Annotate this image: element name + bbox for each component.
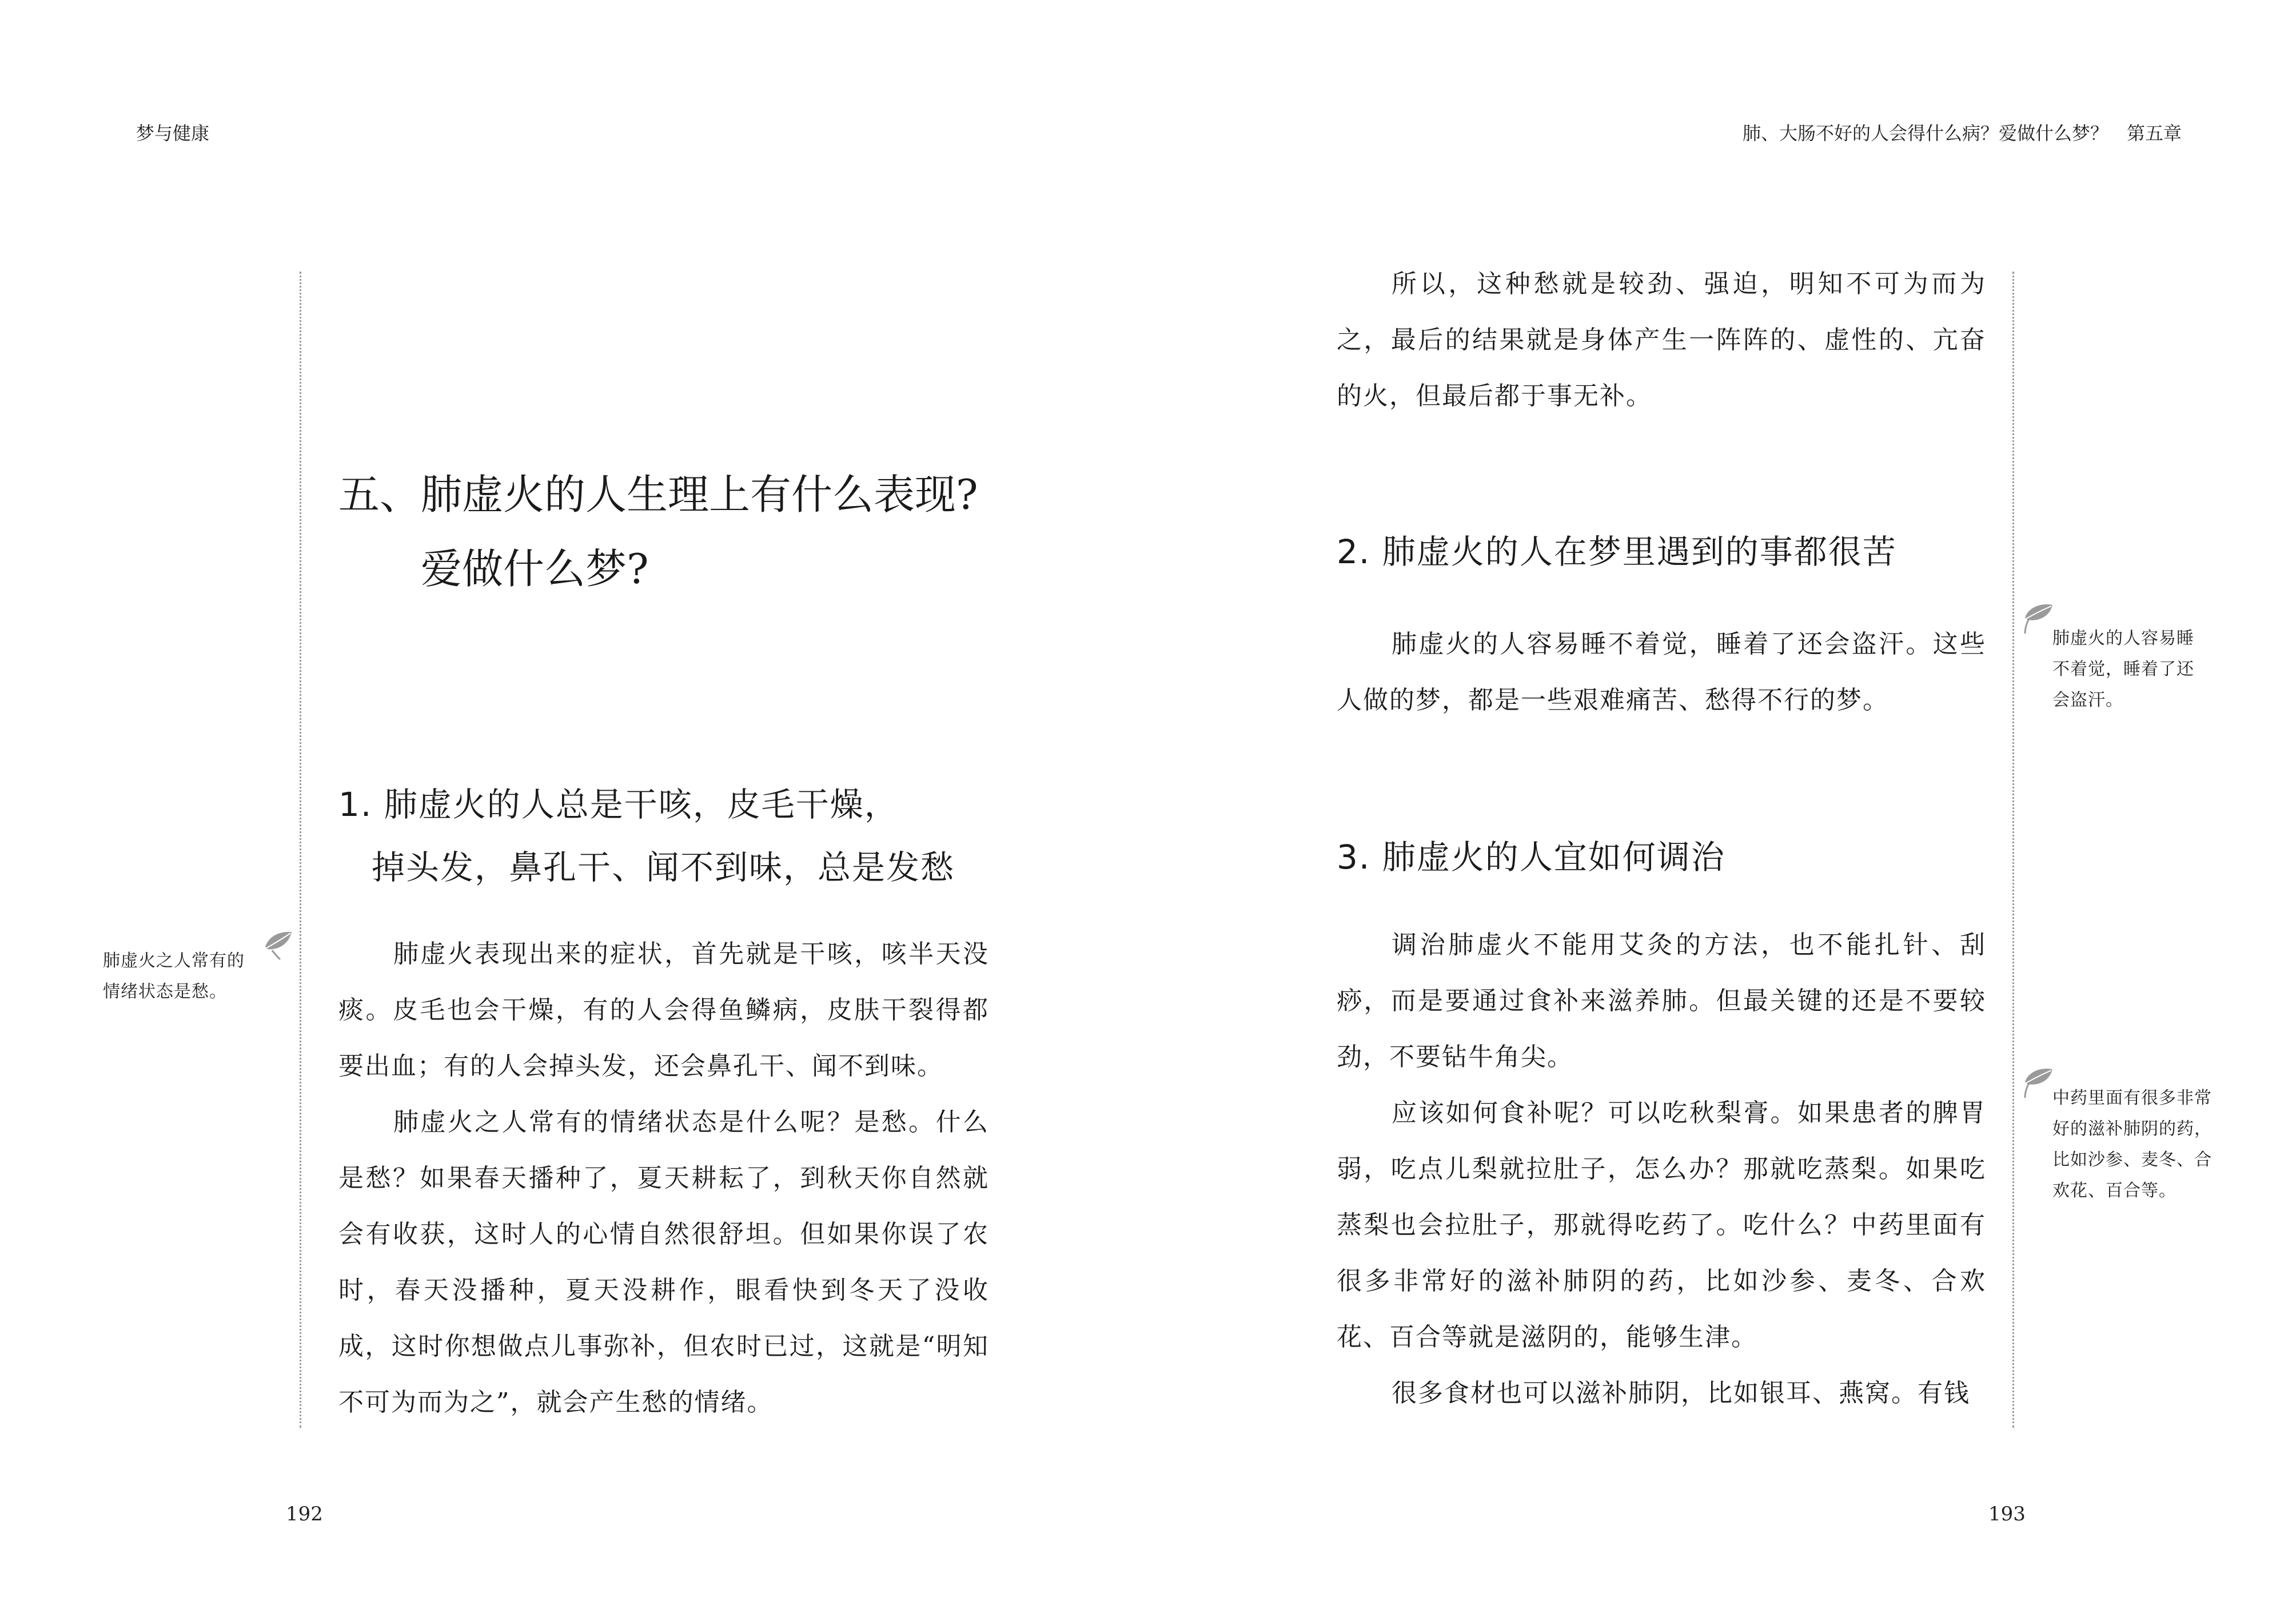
margin-note-left <box>103 946 245 1007</box>
section2-heading: 2. 肺虚火的人在梦里遇到的事都很苦 <box>1337 532 1897 571</box>
section3-block <box>1337 826 1986 889</box>
section1-heading-line2: 掉头发，鼻孔干、闻不到味，总是发愁 <box>372 848 955 887</box>
leaf-icon <box>2022 600 2056 635</box>
section1-heading-line1: 1. 肺虚火的人总是干咳，皮毛干燥， <box>338 785 899 824</box>
margin-note-right-2 <box>2052 1083 2212 1206</box>
chapter-title-line1: 五、肺虚火的人生理上有什么表现? <box>338 471 978 519</box>
right-page <box>1148 0 2296 1621</box>
section2-body <box>1337 616 1986 728</box>
section3-body <box>1337 917 1986 1421</box>
running-head-right: 肺、大肠不好的人会得什么病？爱做什么梦？ 第五章 <box>1742 122 2182 144</box>
margin-note-line: 会盗汗。 <box>2052 690 2123 710</box>
margin-note-line: 不着觉，睡着了还 <box>2052 659 2194 679</box>
paragraph: 应该如何食补呢？可以吃秋梨膏。如果患者的脾胃弱，吃点儿梨就拉肚子，怎么办？那就吃蒸梨。如果吃蒸梨也会拉肚子，那就得吃药了。吃什么？中药里面有很多非常好的滋补肺阴的药，比如沙参、麦冬、合欢花、百合等就是滋阴的，能够生津。 <box>1337 1098 1986 1352</box>
running-head-left: 梦与健康 <box>136 122 210 144</box>
paragraph: 所以，这种愁就是较劲、强迫，明知不可为而为之，最后的结果就是身体产生一阵阵的、虚性的、亢奋的火，但最后都于事无补。 <box>1337 269 1986 411</box>
section1-heading-block <box>338 773 990 899</box>
page-number-left: 192 <box>286 1503 323 1526</box>
paragraph: 调治肺虚火不能用艾灸的方法，也不能扎针、刮痧，而是要通过食补来滋养肺。但最关键的还是不要较劲，不要钻牛角尖。 <box>1337 930 1986 1072</box>
leaf-icon <box>261 927 295 962</box>
intro-block <box>1337 256 1986 424</box>
margin-note-right-1 <box>2052 623 2194 716</box>
paragraph: 肺虚火之人常有的情绪状态是什么呢？是愁。什么是愁？如果春天播种了，夏天耕耘了，到秋天你自然就会有收获，这时人的心情自然很舒坦。但如果你误了农时，春天没播种，夏天没耕作，眼看快到冬天了没收成，这时你想做点儿事弥补，但农时已过，这就是“明知不可为而为之”，就会产生愁的情绪。 <box>338 1108 989 1417</box>
margin-rule-right <box>2012 272 2014 1428</box>
margin-rule-left <box>300 272 301 1428</box>
section1-body <box>338 926 989 1431</box>
page-number-right: 193 <box>1988 1503 2026 1526</box>
section1-heading <box>338 773 990 899</box>
margin-note-line: 情绪状态是愁。 <box>103 982 227 1002</box>
section3-heading: 3. 肺虚火的人宜如何调治 <box>1337 838 1725 877</box>
margin-note-line: 好的滋补肺阴的药， <box>2052 1119 2212 1139</box>
chapter-title <box>338 457 990 606</box>
section2-block <box>1337 520 1986 583</box>
paragraph: 很多食材也可以滋补肺阴，比如银耳、燕窝。有钱 <box>1392 1379 1970 1408</box>
paragraph: 肺虚火的人容易睡不着觉，睡着了还会盗汗。这些人做的梦，都是一些艰难痛苦、愁得不行的梦。 <box>1337 630 1986 715</box>
margin-note-line: 肺虚火之人常有的 <box>103 951 245 971</box>
margin-note-line: 肺虚火的人容易睡 <box>2052 628 2194 648</box>
paragraph: 肺虚火表现出来的症状，首先就是干咳，咳半天没痰。皮毛也会干燥，有的人会得鱼鳞病，皮肤干裂得都要出血；有的人会掉头发，还会鼻孔干、闻不到味。 <box>338 939 989 1081</box>
chapter-title-line2: 爱做什么梦? <box>421 545 649 593</box>
leaf-icon <box>2022 1065 2056 1099</box>
margin-note-line: 中药里面有很多非常 <box>2052 1088 2212 1108</box>
margin-note-line: 比如沙参、麦冬、合 <box>2052 1150 2212 1170</box>
margin-note-line: 欢花、百合等。 <box>2052 1181 2177 1201</box>
chapter-title-block <box>338 457 990 606</box>
